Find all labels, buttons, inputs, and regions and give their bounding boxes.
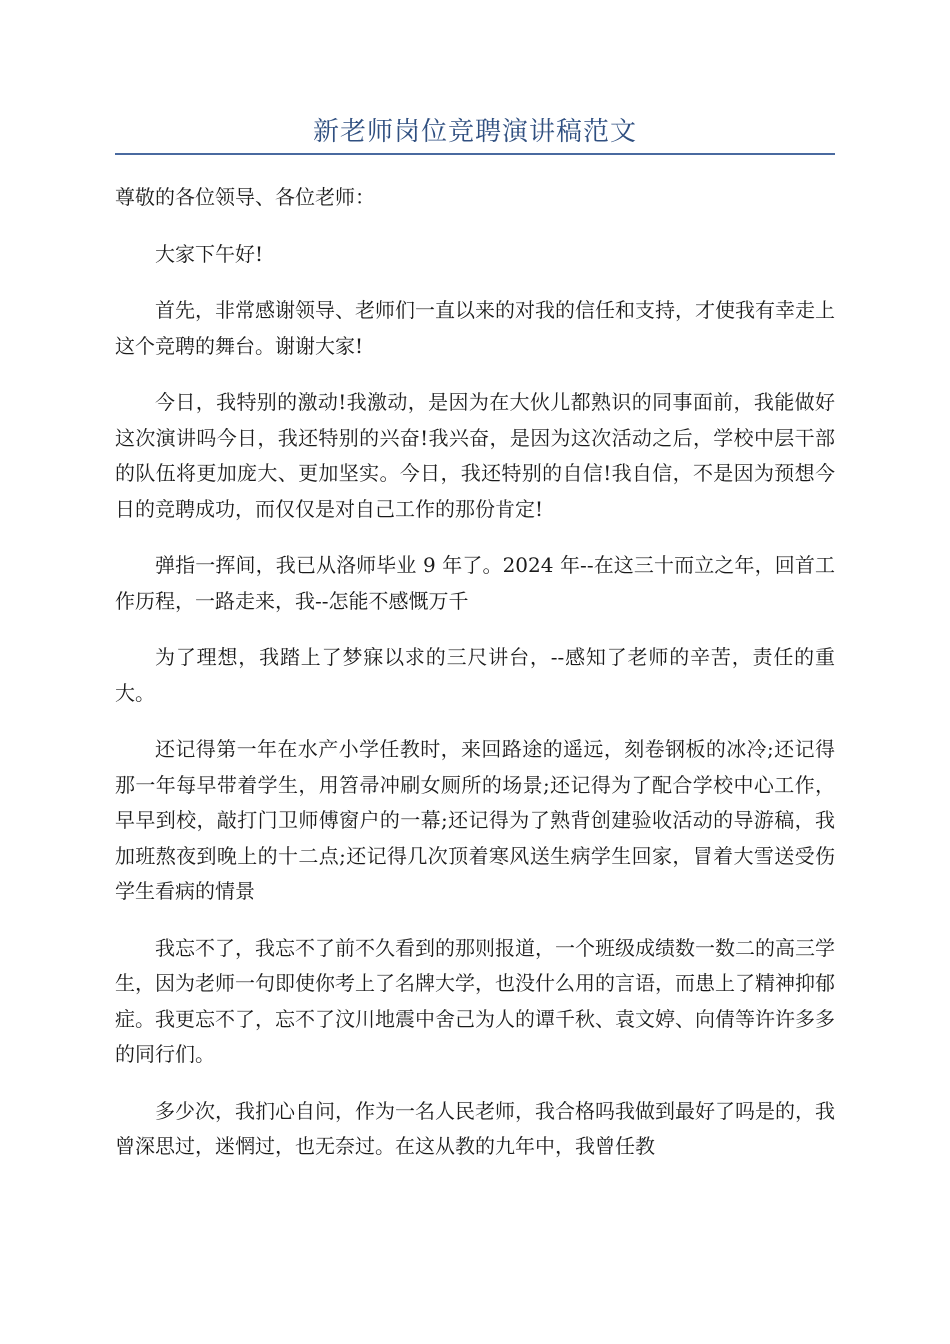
document-body [115,180,835,1186]
paragraph-graduation: 弹指一挥间，我已从洛师毕业 9 年了。2024 年--在这三十而立之年，回首工作历程，一路走来，我--怎能不感慨万千 [115,553,835,613]
paragraph-reflection: 多少次，我扪心自问，作为一名人民老师，我合格吗我做到最好了吗是的，我曾深思过，迷惘过，也无奈过。在这从教的九年中，我曾任教 [115,1098,835,1158]
document-title: 新老师岗位竞聘演讲稿范文 [312,117,637,147]
title-underline [115,153,835,155]
paragraph-greeting: 大家下午好! [155,241,264,266]
paragraph-excitement: 今日，我特别的激动!我激动，是因为在大伙儿都熟识的同事面前，我能做好这次演讲吗今日，我还特别的兴奋!我兴奋，是因为这次活动之后，学校中层干部的队伍将更加庞大、更加坚实。今日，我还特别的自信!我自信，不是因为预想今日的竞聘成功，而仅仅是对自己工作的那份肯定! [115,390,835,521]
salutation: 尊敬的各位领导、各位老师： [115,185,375,209]
paragraph-ideal: 为了理想，我踏上了梦寐以求的三尺讲台，--感知了老师的辛苦，责任的重大。 [115,645,835,705]
paragraph-unforgettable: 我忘不了，我忘不了前不久看到的那则报道，一个班级成绩数一数二的高三学生，因为老师一句即使你考上了名牌大学，也没什么用的言语，而患上了精神抑郁症。我更忘不了，忘不了汶川地震中舍己为人的谭千秋、袁文婷、向倩等许许多多的同行们。 [115,935,835,1066]
paragraph-memories: 还记得第一年在水产小学任教时，来回路途的遥远，刻卷钢板的冰冷;还记得那一年每早带着学生，用笤帚冲刷女厕所的场景;还记得为了配合学校中心工作，早早到校，敲打门卫师傅窗户的一幕;还记得为了熟背创建验收活动的导游稿，我加班熬夜到晚上的十二点;还记得几次顶着寒风送生病学生回家，冒着大雪送受伤学生看病的情景 [115,737,835,903]
paragraph-thanks: 首先，非常感谢领导、老师们一直以来的对我的信任和支持，才使我有幸走上这个竞聘的舞台。谢谢大家! [115,298,835,358]
